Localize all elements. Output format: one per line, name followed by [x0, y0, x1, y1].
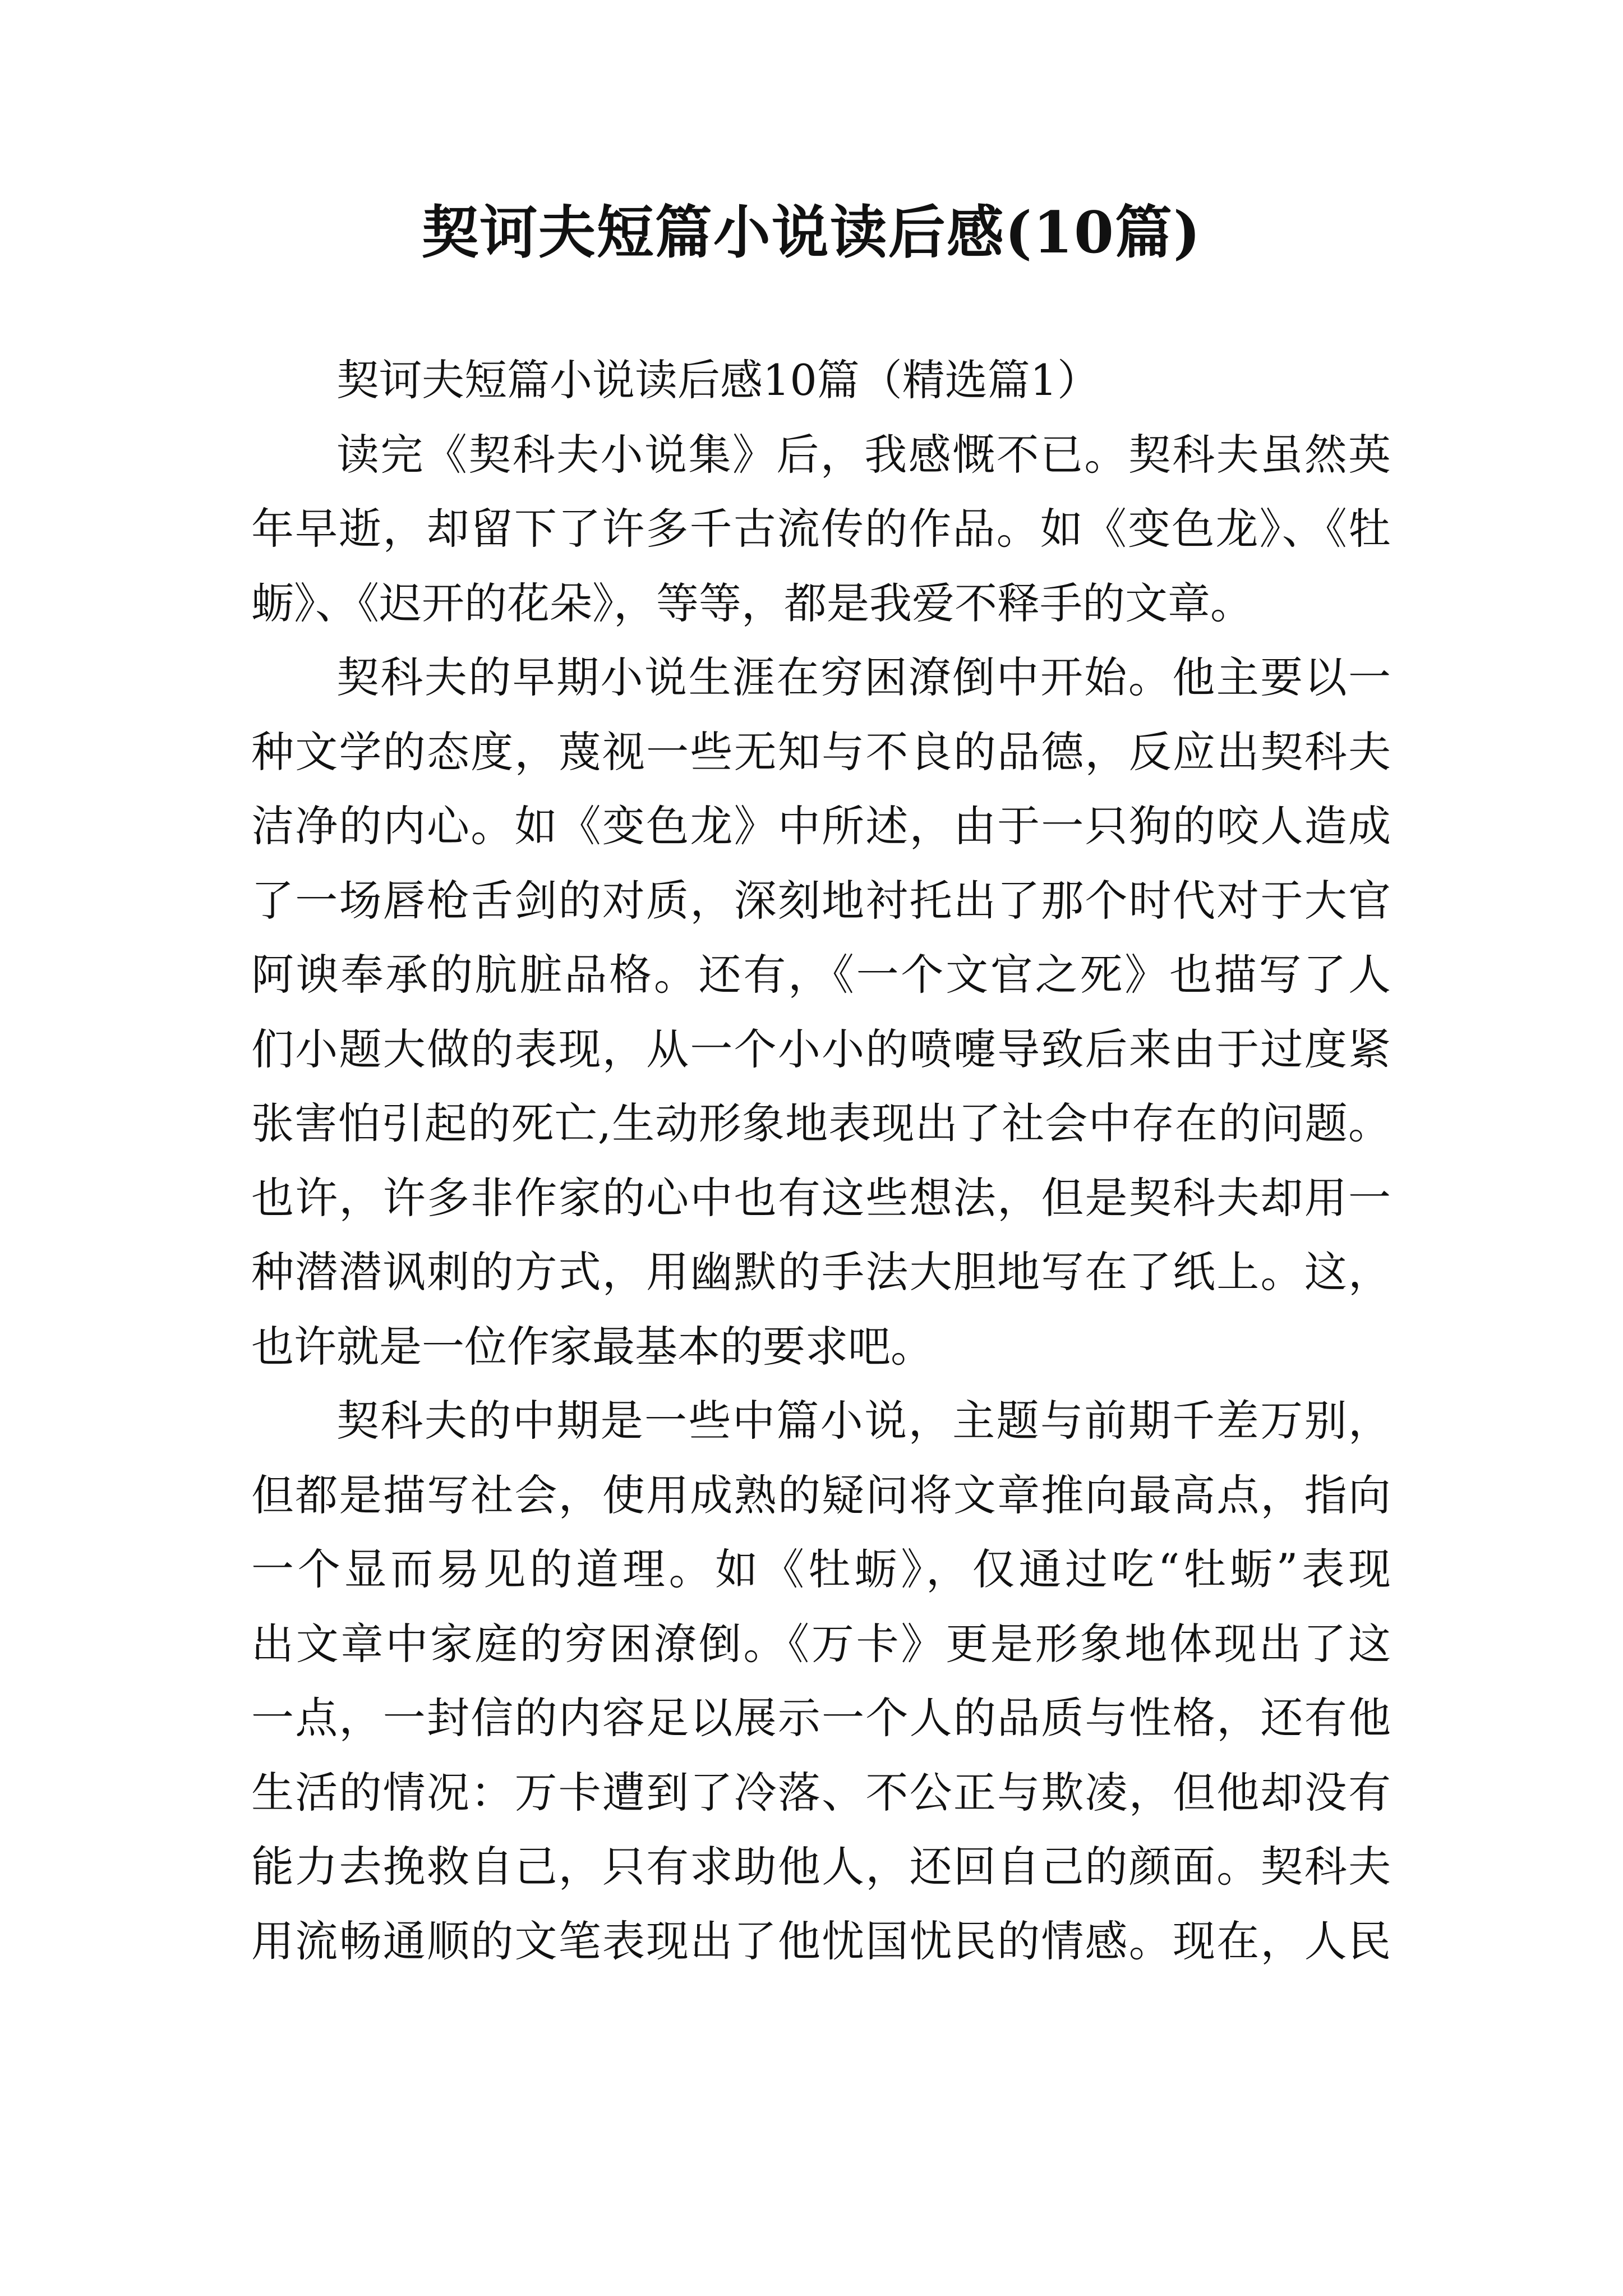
body-line: 用流畅通顺的文笔表现出了他忧国忧民的情感。现在，人民 — [251, 1916, 1391, 1966]
body-line: 洁净的内心。如《变色龙》中所述，由于一只狗的咬人造成 — [251, 801, 1391, 851]
body-line: 契科夫的中期是一些中篇小说，主题与前期千差万别， — [336, 1396, 1391, 1446]
body-line: 一点，一封信的内容足以展示一个人的品质与性格，还有他 — [251, 1693, 1391, 1743]
body-line: 也许就是一位作家最基本的要求吧。 — [251, 1321, 933, 1372]
body-line: 契诃夫短篇小说读后感10篇（精选篇1） — [336, 355, 1100, 405]
body-line: 契科夫的早期小说生涯在穷困潦倒中开始。他主要以一 — [336, 652, 1391, 702]
body-line: 了一场唇枪舌剑的对质，深刻地衬托出了那个时代对于大官 — [251, 875, 1391, 926]
document-body — [251, 343, 1391, 1978]
body-line: 生活的情况：万卡遭到了冷落、不公正与欺凌，但他却没有 — [251, 1767, 1391, 1818]
document-title: 契诃夫短篇小说读后感(10篇) — [421, 199, 1202, 266]
body-line: 张害怕引起的死亡,生动形象地表现出了社会中存在的问题。 — [251, 1098, 1391, 1148]
body-line: 但都是描写社会，使用成熟的疑问将文章推向最高点，指向 — [251, 1470, 1391, 1520]
body-line: 年早逝，却留下了许多千古流传的作品。如《变色龙》、《牡 — [251, 504, 1391, 554]
body-line: 种潜潜讽刺的方式，用幽默的手法大胆地写在了纸上。这， — [251, 1247, 1391, 1297]
body-line: 蛎》、《迟开的花朵》，等等，都是我爱不释手的文章。 — [251, 578, 1253, 628]
body-line: 能力去挽救自己，只有求助他人，还回自己的颜面。契科夫 — [251, 1842, 1391, 1892]
body-line: 读完《契科夫小说集》后，我感慨不已。契科夫虽然英 — [336, 429, 1391, 480]
body-line: 们小题大做的表现，从一个小小的喷嚏导致后来由于过度紧 — [251, 1024, 1391, 1074]
body-line: 一个显而易见的道理。如《牡蛎》，仅通过吃“牡蛎”表现 — [251, 1544, 1391, 1594]
body-line: 也许，许多非作家的心中也有这些想法，但是契科夫却用一 — [251, 1172, 1391, 1223]
body-line: 阿谀奉承的肮脏品格。还有，《一个文官之死》也描写了人 — [251, 950, 1391, 1000]
body-line: 出文章中家庭的穷困潦倒。《万卡》更是形象地体现出了这 — [251, 1618, 1391, 1669]
body-line: 种文学的态度，蔑视一些无知与不良的品德，反应出契科夫 — [251, 726, 1391, 777]
